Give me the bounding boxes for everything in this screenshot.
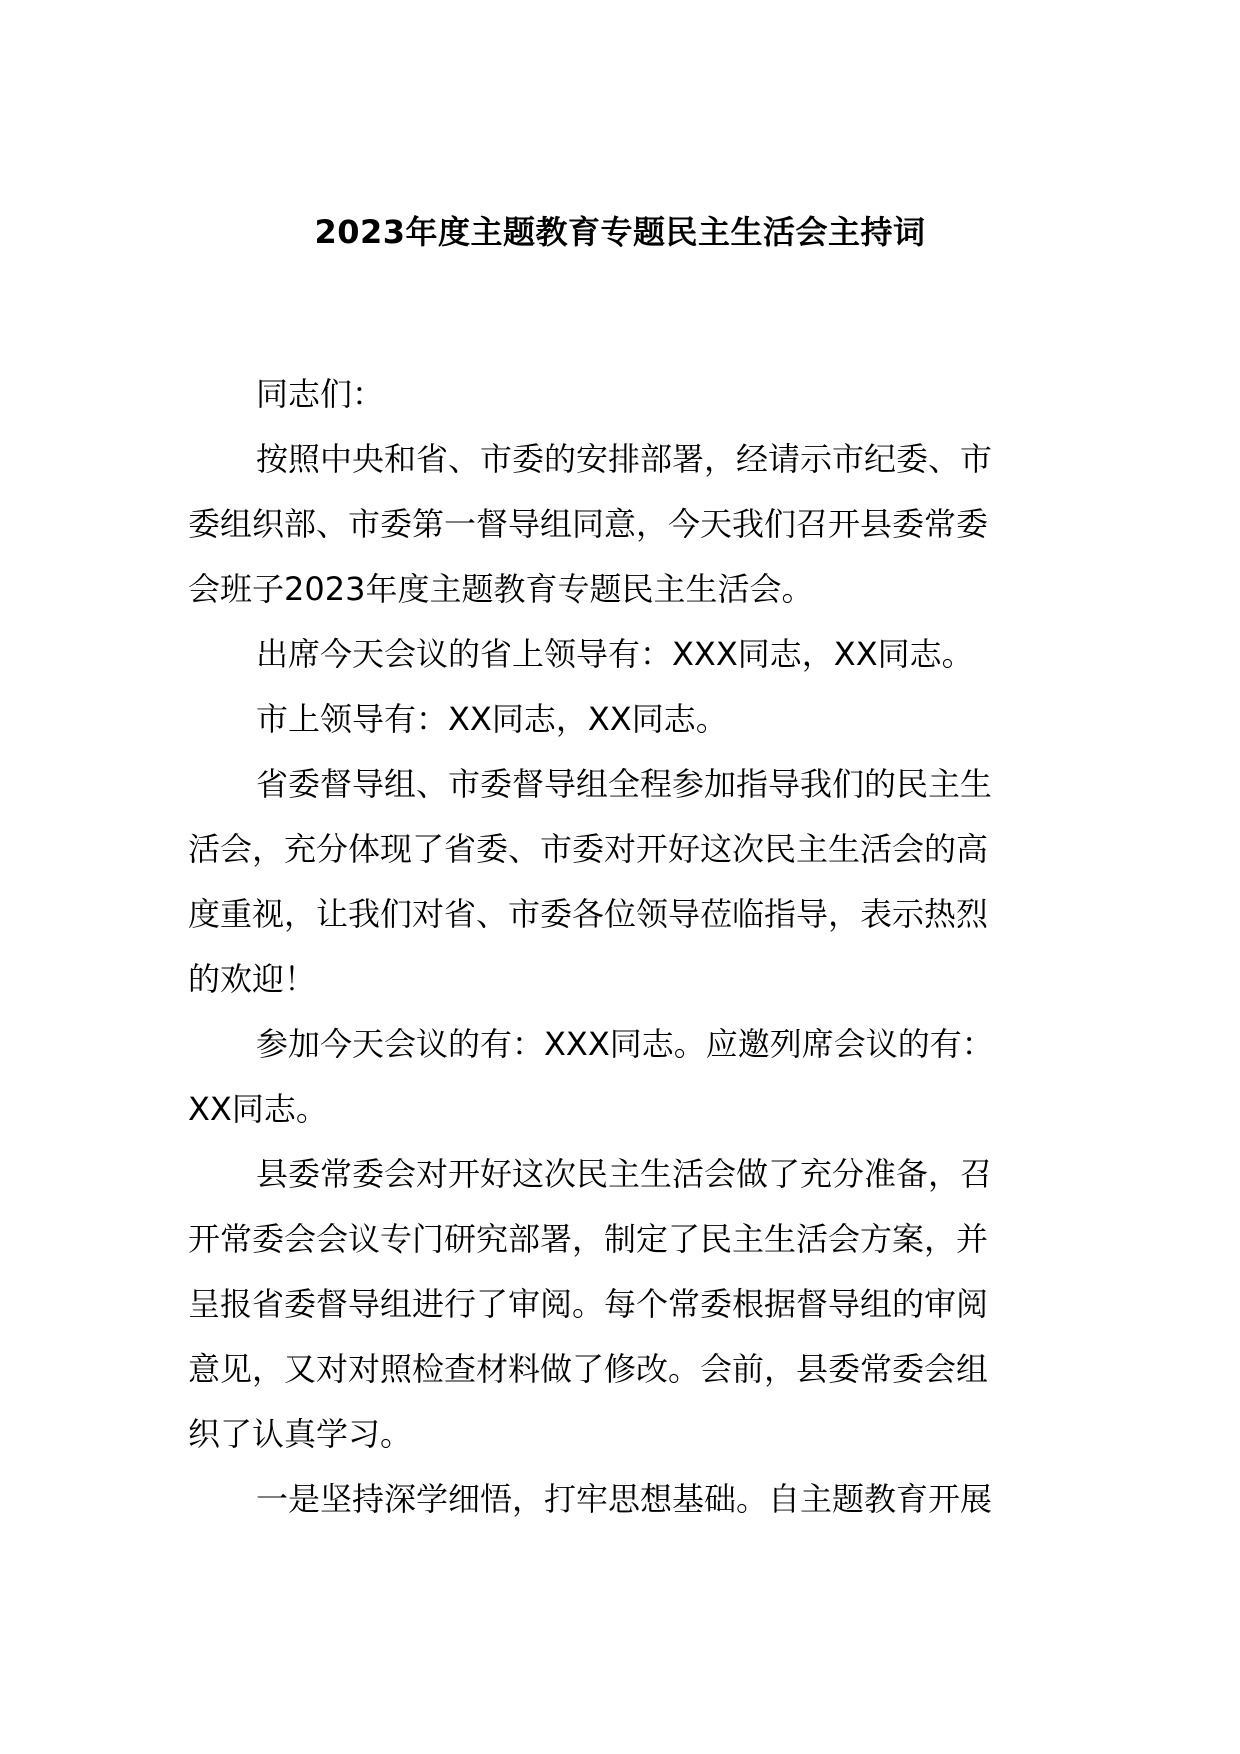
text-line: 委组织部、市委第一督导组同意，今天我们召开县委常委 — [188, 505, 989, 543]
paragraph-city-leaders — [188, 687, 1056, 752]
text-line: 的欢迎！ — [188, 960, 317, 998]
text-line: 呈报省委督导组进行了审阅。每个常委根据督导组的审阅 — [188, 1285, 989, 1323]
text-line: 会班子2023年度主题教育专题民主生活会。 — [188, 570, 814, 608]
text-line: 参加今天会议的有：XXX同志。应邀列席会议的有： — [256, 1025, 994, 1063]
document-body — [188, 362, 1056, 1532]
paragraph-point-one — [188, 1467, 1056, 1532]
text-line: 一是坚持深学细悟，打牢思想基础。自主题教育开展 — [256, 1480, 993, 1518]
paragraph-greeting — [188, 362, 1056, 427]
text-line: 市上领导有：XX同志，XX同志。 — [256, 700, 728, 738]
paragraph-meeting-intro — [188, 427, 1056, 622]
text-line: XX同志。 — [188, 1090, 328, 1128]
text-line: 意见，又对对照检查材料做了修改。会前，县委常委会组 — [188, 1350, 989, 1388]
text-line: 度重视，让我们对省、市委各位领导莅临指导，表示热烈 — [188, 895, 989, 933]
text-line: 县委常委会对开好这次民主生活会做了充分准备，召 — [256, 1155, 993, 1193]
text-line: 省委督导组、市委督导组全程参加指导我们的民主生 — [256, 765, 993, 803]
text-line: 按照中央和省、市委的安排部署，经请示市纪委、市 — [256, 440, 993, 478]
text-line: 出席今天会议的省上领导有：XXX同志，XX同志。 — [256, 635, 974, 673]
paragraph-preparation — [188, 1142, 1056, 1467]
text-line: 开常委会会议专门研究部署，制定了民主生活会方案，并 — [188, 1220, 989, 1258]
text-line: 同志们： — [256, 375, 385, 413]
paragraph-welcome — [188, 752, 1056, 1012]
paragraph-provincial-leaders — [188, 622, 1056, 687]
document-title: 2023年度主题教育专题民主生活会主持词 — [314, 213, 926, 251]
text-line: 活会，充分体现了省委、市委对开好这次民主生活会的高 — [188, 830, 989, 868]
text-line: 织了认真学习。 — [188, 1415, 413, 1453]
paragraph-attendees — [188, 1012, 1056, 1142]
